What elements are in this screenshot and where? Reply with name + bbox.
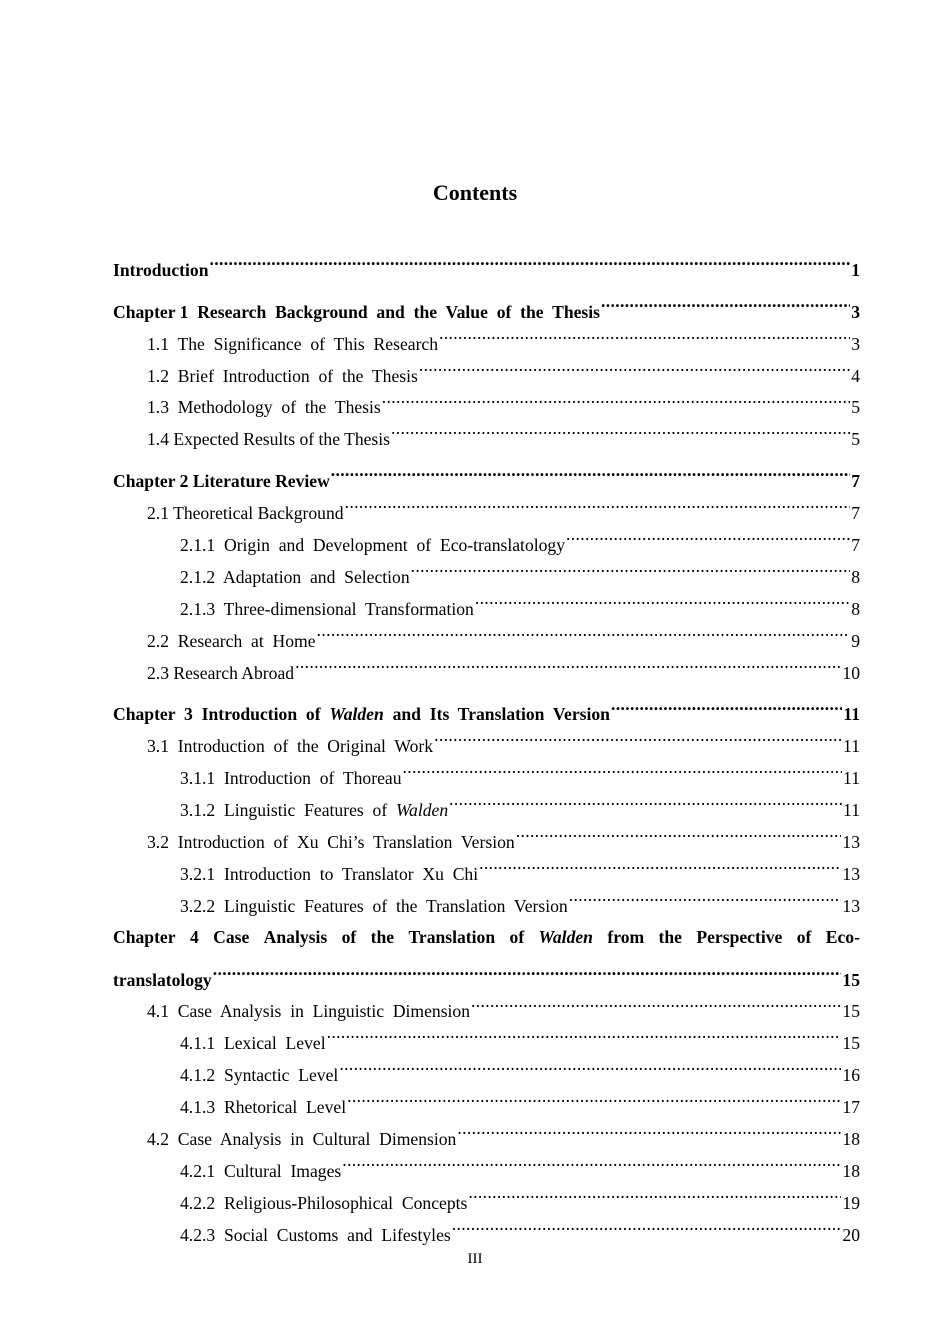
- dot-leader: [452, 1209, 842, 1241]
- toc-entry-label: [147, 626, 316, 658]
- toc-text: 1.3 Methodology of the Thesis: [147, 397, 381, 418]
- dot-leader: [434, 720, 842, 752]
- toc-word: 4: [189, 926, 199, 947]
- toc-text: 2.3 Research Abroad: [147, 662, 295, 683]
- dot-leader: [403, 752, 843, 784]
- toc-word: of: [341, 926, 357, 947]
- toc-text: Chapter 1 Research Background and the Value of the Thesis: [113, 301, 600, 322]
- toc-word: Chapter: [113, 926, 176, 947]
- toc-text: 4.1.3 Rhetorical Level: [180, 1097, 347, 1118]
- dot-leader: [419, 350, 850, 382]
- toc-text: and Its Translation Version: [383, 704, 610, 725]
- toc-text: 1.1 The Significance of This Research: [147, 333, 439, 354]
- dot-leader: [569, 880, 842, 912]
- toc-entry-label: [147, 361, 418, 393]
- toc-word: of: [796, 926, 812, 947]
- toc-word: the: [658, 926, 682, 947]
- toc-word: Case: [213, 926, 250, 947]
- dot-leader: [345, 487, 851, 519]
- dot-leader: [411, 551, 851, 583]
- toc-page-number: 19: [842, 1192, 860, 1213]
- toc-entry-label: [113, 255, 209, 287]
- toc-page-number: 9: [851, 630, 860, 651]
- toc-text: 2.1.1 Origin and Development of Eco-translatology: [180, 535, 566, 556]
- toc-entry-label: [147, 498, 344, 530]
- toc-italic-title: Walden: [329, 704, 384, 725]
- dot-leader: [611, 689, 842, 721]
- table-of-contents: [113, 244, 860, 1245]
- toc-page-number: 4: [851, 365, 860, 386]
- toc-text: 3.1.2 Linguistic Features of: [180, 800, 396, 821]
- toc-entry-label: [147, 827, 515, 859]
- dot-leader: [347, 1081, 841, 1113]
- dot-leader: [382, 382, 850, 414]
- toc-page-number: 11: [843, 736, 860, 757]
- dot-leader: [342, 1145, 841, 1177]
- dot-leader: [439, 318, 850, 350]
- toc-text: 3.2 Introduction of Xu Chi’s Translation Version: [147, 832, 515, 853]
- toc-entry-label: [180, 1220, 451, 1252]
- toc-page-number: 13: [842, 863, 860, 884]
- toc-word: Perspective: [696, 926, 783, 947]
- page-number-footer: III: [467, 1251, 483, 1267]
- toc-text: 2.1.2 Adaptation and Selection: [180, 566, 410, 587]
- toc-text: 3.2.2 Linguistic Features of the Translation Version: [180, 895, 568, 916]
- toc-text: Chapter 3 Introduction of: [113, 704, 330, 725]
- toc-entry-label: [147, 731, 433, 763]
- toc-text: 4.1.2 Syntactic Level: [180, 1065, 339, 1086]
- toc-page-number: 5: [851, 429, 860, 450]
- toc-entry-line[interactable]: [113, 922, 860, 954]
- dot-leader: [457, 1113, 841, 1145]
- toc-text: 4.2 Case Analysis in Cultural Dimension: [147, 1129, 457, 1150]
- toc-page-number: 15: [842, 1033, 860, 1054]
- toc-entry-label: [113, 922, 860, 954]
- toc-page-number: 16: [842, 1065, 860, 1086]
- toc-page-number: 3: [851, 333, 860, 354]
- toc-entry-label: [180, 1188, 467, 1220]
- toc-entry-label: [180, 891, 568, 923]
- toc-page-number: 15: [842, 969, 860, 990]
- toc-page-number: 5: [851, 397, 860, 418]
- toc-page-number: 15: [842, 1001, 860, 1022]
- toc-word: Eco-: [825, 926, 860, 947]
- toc-page-number: 3: [851, 301, 860, 322]
- toc-italic-title: Walden: [538, 926, 593, 947]
- toc-page-number: 13: [842, 895, 860, 916]
- toc-entry-label: [180, 763, 402, 795]
- toc-page-number: 11: [843, 704, 860, 725]
- toc-text: 3.2.1 Introduction to Translator Xu Chi: [180, 863, 479, 884]
- dot-leader: [475, 583, 850, 615]
- dot-leader: [339, 1049, 841, 1081]
- toc-page-number: 7: [851, 471, 860, 492]
- toc-text: 2.1.3 Three-dimensional Transformation: [180, 598, 474, 619]
- toc-page-number: 18: [842, 1129, 860, 1150]
- dot-leader: [327, 1017, 842, 1049]
- toc-page-number: 17: [842, 1097, 860, 1118]
- toc-word: of: [509, 926, 525, 947]
- toc-text: 4.2.2 Religious-Philosophical Concepts: [180, 1192, 468, 1213]
- dot-leader: [566, 519, 850, 551]
- toc-text: 1.2 Brief Introduction of the Thesis: [147, 365, 418, 386]
- toc-page-number: 11: [843, 800, 860, 821]
- toc-entry[interactable]: [113, 286, 860, 322]
- toc-text: 4.2.1 Cultural Images: [180, 1160, 342, 1181]
- toc-page-number: 11: [843, 768, 860, 789]
- toc-text: Introduction: [113, 259, 209, 280]
- toc-entry-label: [147, 329, 438, 361]
- toc-page-number: 13: [842, 832, 860, 853]
- toc-entry-label: [113, 965, 212, 997]
- toc-entry-label: [180, 562, 410, 594]
- toc-text: 1.4 Expected Results of the Thesis: [147, 429, 391, 450]
- toc-page-number: 10: [842, 662, 860, 683]
- toc-entry-label: [180, 859, 478, 891]
- dot-leader: [295, 647, 841, 679]
- toc-word: from: [607, 926, 645, 947]
- toc-text: 4.1 Case Analysis in Linguistic Dimension: [147, 1001, 471, 1022]
- toc-entry[interactable]: [113, 954, 860, 990]
- toc-entry-label: [147, 392, 381, 424]
- toc-page-number: 8: [851, 598, 860, 619]
- dot-leader: [601, 286, 850, 318]
- page-title: Contents: [432, 180, 518, 205]
- dot-leader: [331, 455, 850, 487]
- toc-text: 2.1 Theoretical Background: [147, 503, 344, 524]
- toc-word: Translation: [408, 926, 496, 947]
- toc-word: the: [370, 926, 395, 947]
- toc-text: 3.1 Introduction of the Original Work: [147, 736, 434, 757]
- dot-leader: [391, 413, 850, 445]
- toc-page-number: 1: [851, 259, 860, 280]
- toc-italic-title: Walden: [395, 800, 449, 821]
- toc-word: Analysis: [263, 926, 328, 947]
- dot-leader: [516, 816, 842, 848]
- toc-entry-label: [113, 466, 330, 498]
- dot-leader: [468, 1177, 841, 1209]
- toc-entry[interactable]: [113, 986, 860, 1022]
- toc-page-number: 18: [842, 1160, 860, 1181]
- toc-entry[interactable]: [113, 455, 860, 492]
- toc-page-number: 7: [851, 535, 860, 556]
- toc-page-number: 8: [851, 566, 860, 587]
- dot-leader: [213, 954, 842, 986]
- toc-entry[interactable]: [113, 689, 860, 725]
- toc-text: translatology: [113, 969, 212, 990]
- dot-leader: [210, 244, 851, 276]
- toc-text: 2.2 Research at Home: [147, 630, 316, 651]
- toc-entry-label: [180, 1028, 326, 1060]
- toc-text: 3.1.1 Introduction of Thoreau: [180, 768, 402, 789]
- toc-entry-label: [180, 1156, 341, 1188]
- toc-entry-label: [180, 795, 448, 827]
- dot-leader: [479, 848, 841, 880]
- toc-text: 4.2.3 Social Customs and Lifestyles: [180, 1224, 451, 1245]
- dot-leader: [449, 784, 842, 816]
- toc-page-number: 20: [842, 1224, 860, 1245]
- toc-entry-label: [180, 1092, 346, 1124]
- toc-entry-label: [147, 658, 294, 690]
- toc-entry-label: [180, 1060, 338, 1092]
- toc-text: 4.1.1 Lexical Level: [180, 1033, 326, 1054]
- dot-leader: [471, 986, 841, 1018]
- toc-entry-label: [147, 424, 390, 456]
- toc-entry[interactable]: [113, 244, 860, 280]
- toc-page-number: 7: [851, 503, 860, 524]
- toc-text: Chapter 2 Literature Review: [113, 471, 330, 492]
- dot-leader: [317, 615, 851, 647]
